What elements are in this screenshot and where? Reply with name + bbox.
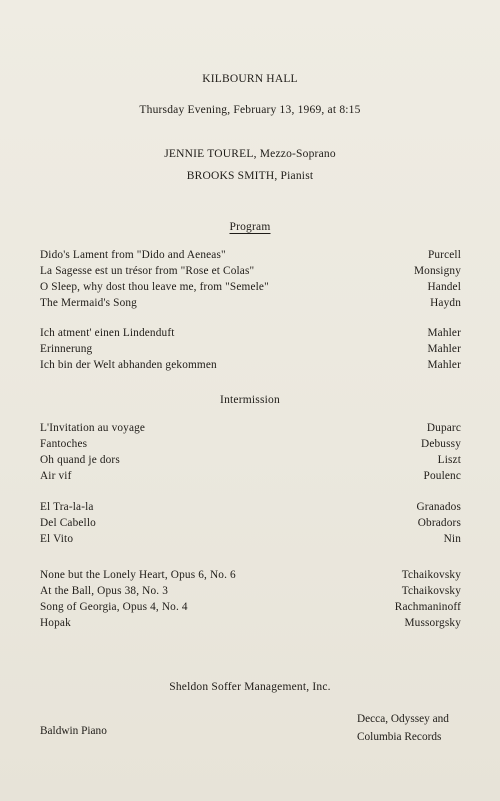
piece-title: El Vito — [40, 533, 74, 545]
composer-name: Nin — [443, 533, 461, 545]
composer-name: Mahler — [427, 327, 461, 339]
piece-title: Hopak — [40, 617, 71, 629]
composer-name: Rachmaninoff — [394, 601, 461, 613]
piece-title: La Sagesse est un trésor from "Rose et Colas" — [40, 265, 255, 277]
performer-pianist: BROOKS SMITH, Pianist — [186, 170, 314, 182]
program-row — [40, 569, 461, 585]
composer-name: Handel — [427, 281, 461, 293]
composer-name: Purcell — [427, 249, 461, 261]
program-row — [40, 438, 461, 454]
program-row — [40, 343, 461, 359]
piece-title: Erinnerung — [40, 343, 93, 355]
composer-name: Monsigny — [413, 265, 461, 277]
piece-title: Dido's Lament from "Dido and Aeneas" — [40, 249, 226, 261]
piece-title: Ich atment' einen Lindenduft — [40, 327, 175, 339]
program-row — [40, 297, 461, 313]
composer-name: Duparc — [426, 422, 461, 434]
venue-title: KILBOURN HALL — [202, 73, 298, 85]
composer-name: Poulenc — [423, 470, 461, 482]
program-group-french — [40, 422, 461, 486]
management-credit: Sheldon Soffer Management, Inc. — [169, 681, 331, 693]
records-credit-line: Decca, Odyssey and — [357, 713, 449, 725]
piece-title: Fantoches — [40, 438, 88, 450]
piece-title: Song of Georgia, Opus 4, No. 4 — [40, 601, 188, 613]
piece-title: Ich bin der Welt abhanden gekommen — [40, 359, 217, 371]
program-row — [40, 265, 461, 281]
piano-credit: Baldwin Piano — [40, 725, 107, 737]
composer-name: Debussy — [421, 438, 461, 450]
piece-title: El Tra-la-la — [40, 501, 94, 513]
piece-title: O Sleep, why dost thou leave me, from "Semele" — [40, 281, 269, 293]
performer-singer: JENNIE TOUREL, Mezzo-Soprano — [164, 148, 336, 160]
piece-title: None but the Lonely Heart, Opus 6, No. 6 — [40, 569, 236, 581]
composer-name: Liszt — [437, 454, 461, 466]
piece-title: Air vif — [40, 470, 72, 482]
program-row — [40, 281, 461, 297]
composer-name: Mahler — [427, 343, 461, 355]
program-group-spanish — [40, 501, 461, 549]
composer-name: Mussorgsky — [404, 617, 461, 629]
program-row — [40, 359, 461, 375]
composer-name: Haydn — [430, 297, 461, 309]
program-row — [40, 533, 461, 549]
program-group-baroque — [40, 249, 461, 313]
program-row — [40, 601, 461, 617]
program-row — [40, 422, 461, 438]
program-row — [40, 327, 461, 343]
piece-title: The Mermaid's Song — [40, 297, 137, 309]
program-row — [40, 617, 461, 633]
composer-name: Granados — [416, 501, 461, 513]
composer-name: Tchaikovsky — [401, 569, 461, 581]
records-credit — [357, 710, 487, 746]
composer-name: Obradors — [417, 517, 461, 529]
piece-title: L'Invitation au voyage — [40, 422, 146, 434]
program-heading-text: Program — [229, 221, 271, 233]
records-credit-line: Columbia Records — [357, 731, 442, 743]
program-group-russian — [40, 569, 461, 633]
piece-title: Del Cabello — [40, 517, 96, 529]
program-heading — [0, 221, 500, 233]
program-row — [40, 517, 461, 533]
composer-name: Mahler — [427, 359, 461, 371]
piece-title: Oh quand je dors — [40, 454, 120, 466]
program-row — [40, 249, 461, 265]
program-row — [40, 585, 461, 601]
intermission-label: Intermission — [220, 394, 280, 406]
program-group-mahler — [40, 327, 461, 375]
program-row — [40, 454, 461, 470]
piece-title: At the Ball, Opus 38, No. 3 — [40, 585, 168, 597]
program-row — [40, 470, 461, 486]
composer-name: Tchaikovsky — [401, 585, 461, 597]
date-line: Thursday Evening, February 13, 1969, at 8:15 — [139, 104, 361, 116]
program-row — [40, 501, 461, 517]
